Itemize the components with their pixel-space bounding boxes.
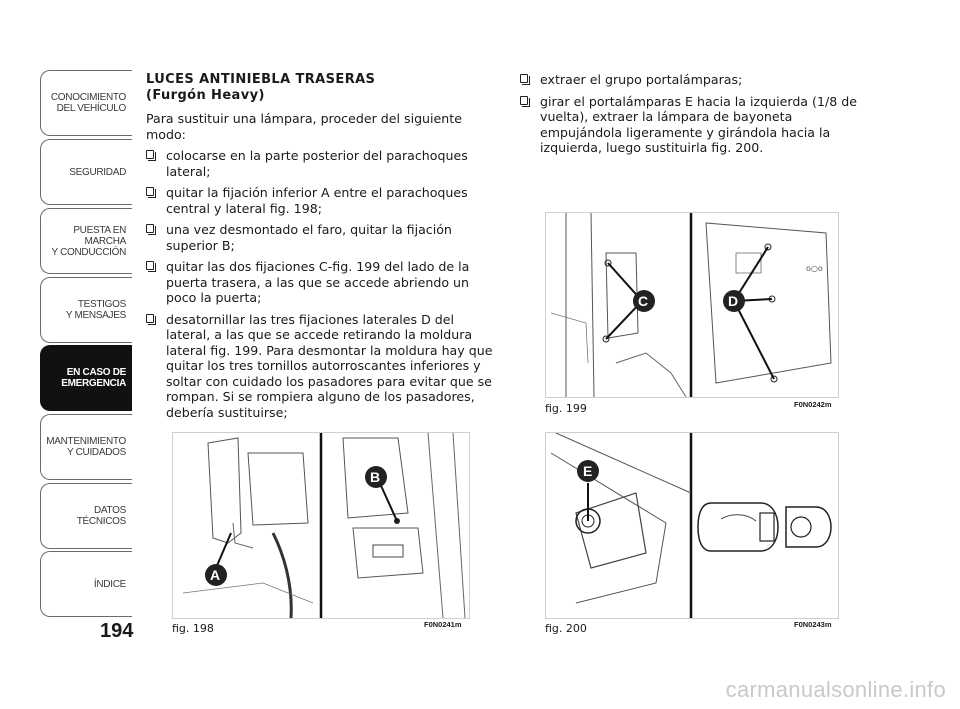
figure-200 (545, 432, 839, 619)
tab-puesta-en-marcha[interactable]: PUESTA EN MARCHA Y CONDUCCIÓN (40, 208, 132, 274)
tab-testigos-mensajes[interactable]: TESTIGOS Y MENSAJES (40, 277, 132, 343)
callout-d: D (728, 293, 739, 309)
tab-conocimiento-vehiculo[interactable]: CONOCIMIENTO DEL VEHÍCULO (40, 70, 132, 136)
fig-198-caption: fig. 198 (172, 622, 214, 635)
checkbox-icon (146, 150, 154, 159)
checkbox-icon (146, 224, 154, 233)
step-item (146, 185, 496, 216)
callout-b: B (370, 469, 381, 485)
step-text: quitar la fijación inferior A entre el parachoques central y lateral fig. 198; (166, 185, 468, 216)
checkbox-icon (146, 261, 154, 270)
tab-indice[interactable]: ÍNDICE (40, 551, 132, 617)
fig-199-code: F0N0242m (794, 400, 832, 409)
step-item (146, 222, 496, 253)
tab-en-caso-de-emergencia[interactable]: EN CASO DE EMERGENCIA (40, 345, 132, 411)
callout-c: C (638, 293, 649, 309)
step-item (520, 72, 860, 88)
step-text: colocarse en la parte posterior del parachoques lateral; (166, 148, 468, 179)
fig-200-code: F0N0243m (794, 620, 832, 629)
checkbox-icon (146, 187, 154, 196)
tab-mantenimiento-cuidados[interactable]: MANTENIMIENTO Y CUIDADOS (40, 414, 132, 480)
checkbox-icon (146, 314, 154, 323)
step-text: quitar las dos fijaciones C-fig. 199 del lado de la puerta trasera, a las que se accede abriendo un poco la puerta; (166, 259, 470, 305)
section-title (146, 72, 496, 104)
figure-199 (545, 212, 839, 398)
figure-198 (172, 432, 470, 619)
step-item (146, 148, 496, 179)
tab-seguridad[interactable]: SEGURIDAD (40, 139, 132, 205)
intro-text: Para sustituir una lámpara, proceder del siguiente modo: (146, 111, 462, 142)
watermark: carmanualsonline.info (725, 677, 946, 702)
step-item (146, 312, 496, 421)
fig-200-caption: fig. 200 (545, 622, 587, 635)
step-text: extraer el grupo portalámparas; (540, 72, 743, 87)
step-text: desatornillar las tres fijaciones laterales D del lateral, a las que se accede retirando la moldura lateral fig. 199. Para desmontar la moldura hay que quitar los tres tornillos autorroscantes inferiores y soltar con cuidado los pasadores para evitar que se rompan. Si se rompiera alguno de los pasadores, debería sustituirse; (166, 311, 493, 420)
fig-199-caption: fig. 199 (545, 402, 587, 415)
checkbox-icon (520, 74, 528, 83)
callout-e: E (583, 463, 593, 479)
section-title-line2: (Furgón Heavy) (146, 88, 265, 103)
step-item (520, 94, 860, 156)
fig-198-code: F0N0241m (424, 620, 462, 629)
step-text: una vez desmontado el faro, quitar la fijación superior B; (166, 222, 452, 253)
right-column (520, 72, 860, 162)
checkbox-icon (520, 96, 528, 105)
page-number: 194 (100, 620, 134, 642)
callout-a: A (210, 567, 221, 583)
step-text: girar el portalámparas E hacia la izquierda (1/8 de vuelta), extraer la lámpara de bayoneta empujándola ligeramente y girándola hacia la izquierda, luego sustituirla fig. 200. (540, 93, 857, 155)
section-title-line1: LUCES ANTINIEBLA TRASERAS (146, 72, 376, 87)
tab-datos-tecnicos[interactable]: DATOS TÉCNICOS (40, 483, 132, 549)
step-item (146, 259, 496, 306)
svg-text:o○o: o○o (806, 264, 823, 273)
left-column (146, 72, 496, 426)
